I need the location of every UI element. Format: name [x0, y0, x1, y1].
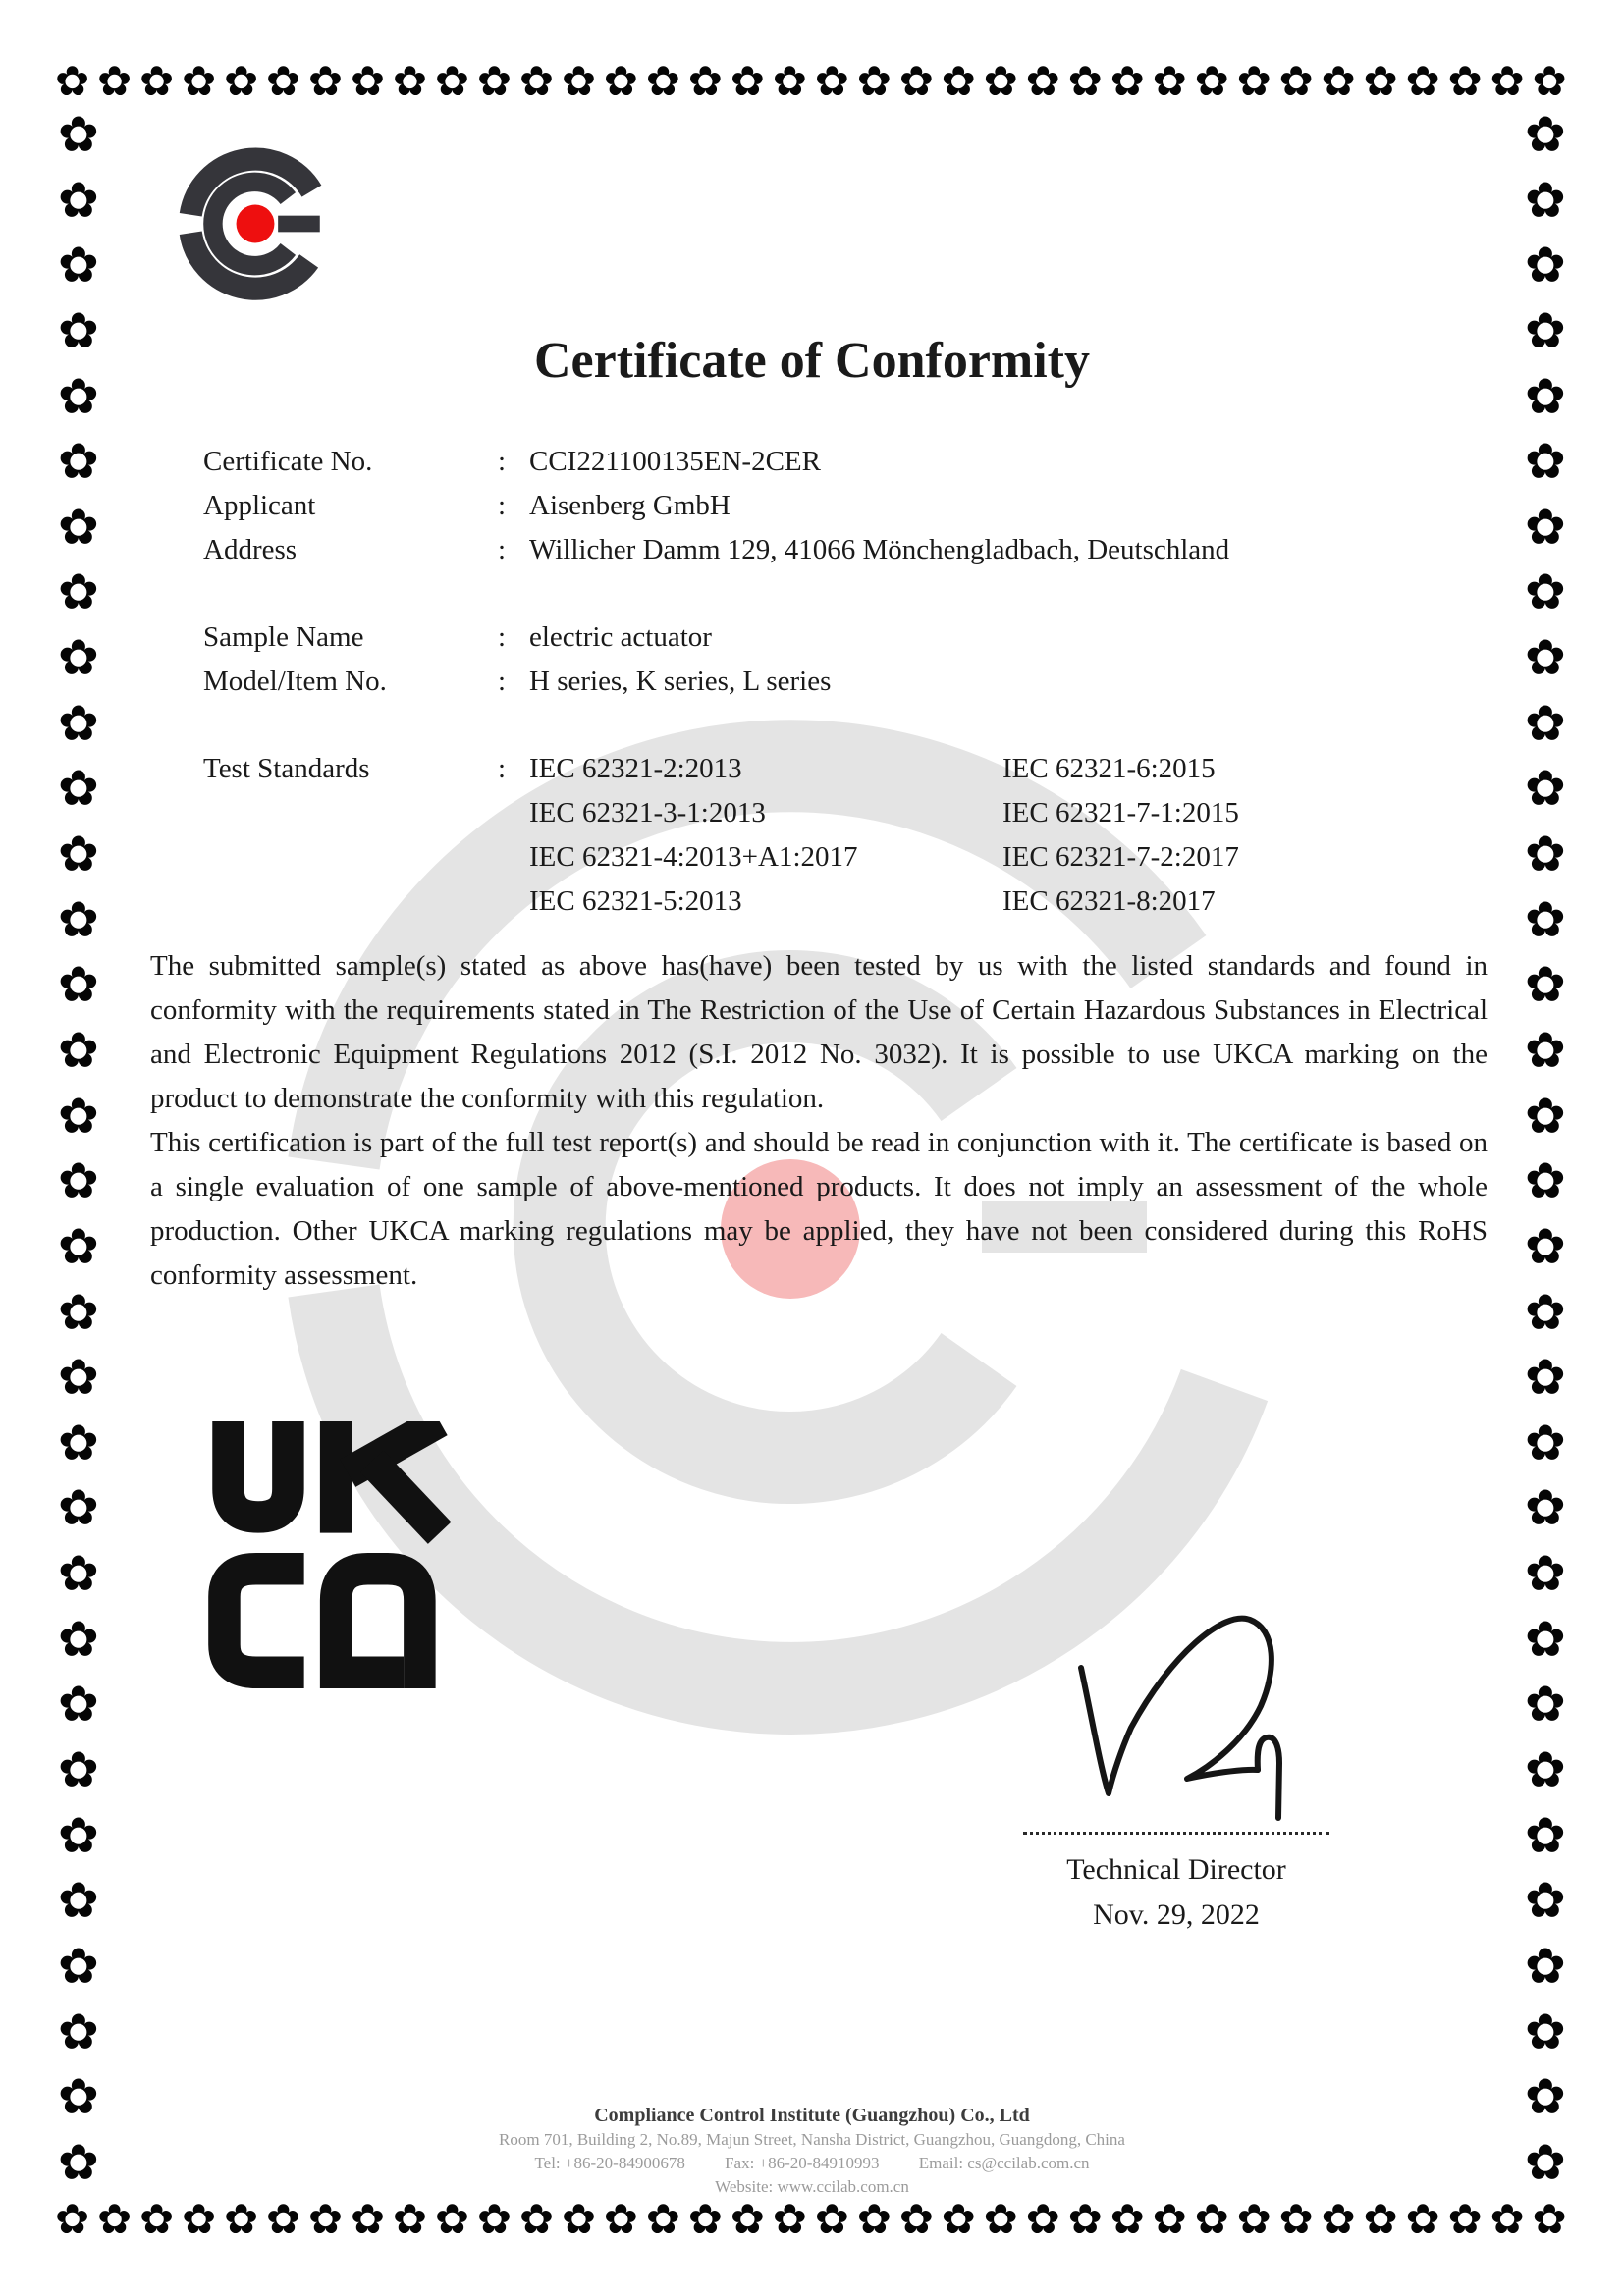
border-flower-motif: ✿	[1525, 1479, 1566, 1537]
border-flower-motif: ✿	[1525, 890, 1566, 948]
border-flower-motif: ✿	[58, 956, 99, 1014]
footer-email: Email: cs@ccilab.com.cn	[918, 2154, 1090, 2172]
border-flower-motif: ✿	[1363, 2195, 1398, 2243]
footer-address: Room 701, Building 2, No.89, Majun Street, Nansha District, Guangzhou, Guangdong, China	[499, 2130, 1125, 2149]
standard-item: IEC 62321-8:2017	[1002, 885, 1216, 917]
border-flower-motif: ✿	[58, 1021, 99, 1079]
field-label: Applicant	[203, 490, 316, 521]
border-flower-motif: ✿	[1525, 2133, 1566, 2191]
border-flower-motif: ✿	[1525, 498, 1566, 556]
border-flower-motif: ✿	[1525, 1545, 1566, 1603]
border-flower-motif: ✿	[1525, 367, 1566, 425]
signature-dotted-line	[1023, 1832, 1329, 1835]
border-flower-motif: ✿	[392, 2195, 428, 2243]
standard-item: IEC 62321-3-1:2013	[529, 797, 766, 828]
field-label: Certificate No.	[203, 446, 373, 477]
border-flower-motif: ✿	[603, 2195, 638, 2243]
border-flower-motif: ✿	[1525, 1152, 1566, 1210]
field-address	[203, 528, 1499, 572]
border-flower-motif: ✿	[58, 1217, 99, 1275]
border-flower-motif: ✿	[1525, 301, 1566, 359]
border-flower-motif: ✿	[58, 1283, 99, 1341]
signature-scribble	[1021, 1600, 1345, 1845]
border-flower-motif: ✿	[1525, 171, 1566, 229]
border-flower-motif: ✿	[58, 1872, 99, 1930]
border-flower-motif: ✿	[434, 2195, 470, 2243]
border-flower-motif: ✿	[58, 237, 99, 294]
border-flower-motif: ✿	[96, 57, 133, 105]
footer-website: Website: www.ccilab.com.cn	[715, 2177, 909, 2196]
spacer	[203, 704, 1499, 747]
border-flower-motif: ✿	[58, 2002, 99, 2060]
field-value: CCI221100135EN-2CER	[529, 446, 821, 477]
border-flower-motif: ✿	[1525, 1217, 1566, 1275]
border-flower-motif: ✿	[1525, 826, 1566, 883]
footer-contacts	[0, 2152, 1624, 2175]
border-flower-motif: ✿	[898, 2195, 934, 2243]
field-applicant	[203, 484, 1499, 528]
border-flower-motif: ✿	[138, 57, 175, 105]
cci-logo-icon	[169, 137, 342, 310]
signature-block	[994, 1847, 1359, 1938]
border-flower-motif: ✿	[1278, 57, 1314, 105]
border-flower-motif: ✿	[1525, 1349, 1566, 1407]
ukca-mark	[196, 1421, 460, 1688]
border-flower-motif: ✿	[58, 760, 99, 818]
field-value: electric actuator	[529, 621, 712, 653]
standard-item: IEC 62321-6:2015	[1002, 753, 1216, 784]
border-flower-motif: ✿	[687, 57, 723, 105]
footer-company-name: Compliance Control Institute (Guangzhou) Co., Ltd	[594, 2105, 1030, 2126]
border-flower-motif: ✿	[941, 2195, 976, 2243]
border-flower-motif: ✿	[58, 433, 99, 491]
border-flower-motif: ✿	[58, 1937, 99, 1995]
border-flower-motif: ✿	[983, 2195, 1018, 2243]
border-flower-motif: ✿	[1236, 57, 1272, 105]
signature-date: Nov. 29, 2022	[1093, 1898, 1260, 1931]
border-flower-motif: ✿	[58, 367, 99, 425]
border-flower-motif: ✿	[58, 826, 99, 883]
border-flower-motif: ✿	[58, 629, 99, 687]
border-flower-motif: ✿	[1447, 2195, 1483, 2243]
border-flower-motif: ✿	[730, 2195, 765, 2243]
certificate-title: Certificate of Conformity	[534, 333, 1090, 389]
border-flower-motif: ✿	[1110, 57, 1145, 105]
border-flower-motif: ✿	[58, 1414, 99, 1471]
border-flower-motif: ✿	[476, 2195, 513, 2243]
border-flower-motif: ✿	[58, 171, 99, 229]
border-flower-motif: ✿	[1025, 2195, 1060, 2243]
border-flower-motif: ✿	[1363, 57, 1398, 105]
border-flower-motif: ✿	[518, 2195, 555, 2243]
border-flower-motif: ✿	[561, 57, 597, 105]
border-flower-motif: ✿	[265, 2195, 301, 2243]
border-flower-motif: ✿	[941, 57, 976, 105]
border-flower-motif: ✿	[1321, 57, 1356, 105]
border-flower-motif: ✿	[1405, 57, 1440, 105]
border-flower-motif: ✿	[58, 890, 99, 948]
field-colon: :	[498, 666, 507, 697]
border-flower-motif: ✿	[223, 57, 259, 105]
border-flower-motif: ✿	[1525, 1283, 1566, 1341]
border-flower-motif: ✿	[58, 1806, 99, 1864]
border-flower-motif: ✿	[350, 57, 386, 105]
border-flower-motif: ✿	[645, 2195, 680, 2243]
border-flower-motif: ✿	[1194, 57, 1229, 105]
border-flower-motif: ✿	[1525, 1414, 1566, 1471]
border-flower-motif: ✿	[1489, 2195, 1525, 2243]
field-colon: :	[498, 621, 507, 653]
border-flower-motif: ✿	[58, 1545, 99, 1603]
border-flower-motif: ✿	[181, 2195, 217, 2243]
border-flower-motif: ✿	[1236, 2195, 1272, 2243]
border-flower-motif: ✿	[1525, 956, 1566, 1014]
border-flower-motif: ✿	[58, 694, 99, 752]
footer	[0, 2103, 1624, 2199]
field-value: Aisenberg GmbH	[529, 490, 731, 521]
border-flower-motif: ✿	[856, 57, 892, 105]
border-flower-motif: ✿	[55, 2195, 90, 2243]
border-flower-motif: ✿	[96, 2195, 133, 2243]
border-flower-motif: ✿	[1525, 1676, 1566, 1734]
border-flower-motif: ✿	[1278, 2195, 1314, 2243]
field-label: Model/Item No.	[203, 666, 387, 697]
body-paragraph-1: The submitted sample(s) stated as above has(have) been tested by us with the listed standards and found in conformity with the requirements stated in The Restriction of the Use of Certain Hazardous Substances in Electrical and Electronic Equipment Regulations 2012 (S.I. 2012 No. 3032). It is possible to use UKCA marking on the product to demonstrate the conformity with this regulation.	[150, 950, 1488, 1114]
border-flower-motif: ✿	[814, 57, 849, 105]
border-flower-motif: ✿	[1525, 1610, 1566, 1668]
test-standards-list	[529, 747, 1239, 924]
border-flower-motif: ✿	[58, 1087, 99, 1145]
spacer	[203, 572, 1499, 615]
field-sample-name	[203, 615, 1499, 660]
border-flower-motif: ✿	[58, 2133, 99, 2191]
border-flower-motif: ✿	[58, 563, 99, 621]
border-flower-motif: ✿	[645, 57, 680, 105]
field-label: Sample Name	[203, 621, 364, 653]
border-flower-motif: ✿	[1525, 563, 1566, 621]
certificate-fields	[203, 440, 1499, 924]
border-flower-motif: ✿	[1525, 629, 1566, 687]
standard-item: IEC 62321-2:2013	[529, 753, 742, 784]
border-flower-motif: ✿	[307, 57, 344, 105]
border-flower-motif: ✿	[350, 2195, 386, 2243]
border-flower-motif: ✿	[1025, 57, 1060, 105]
border-flower-motif: ✿	[58, 1479, 99, 1537]
border-flower-motif: ✿	[58, 1349, 99, 1407]
border-flower-motif: ✿	[1525, 694, 1566, 752]
border-flower-motif: ✿	[561, 2195, 597, 2243]
border-flower-motif: ✿	[1525, 2002, 1566, 2060]
footer-fax: Fax: +86-20-84910993	[725, 2154, 880, 2172]
standard-item: IEC 62321-7-1:2015	[1002, 797, 1239, 828]
border-flower-motif: ✿	[1321, 2195, 1356, 2243]
border-flower-motif: ✿	[1110, 2195, 1145, 2243]
certificate-body	[150, 944, 1488, 1298]
border-flower-motif: ✿	[58, 1610, 99, 1668]
border-flower-motif: ✿	[1525, 106, 1566, 163]
standard-item: IEC 62321-4:2013+A1:2017	[529, 841, 858, 873]
border-flower-motif: ✿	[518, 57, 555, 105]
border-flower-motif: ✿	[58, 2068, 99, 2126]
border-flower-motif: ✿	[55, 57, 90, 105]
border-flower-motif: ✿	[1525, 237, 1566, 294]
border-flower-motif: ✿	[1489, 57, 1525, 105]
border-flower-motif: ✿	[687, 2195, 723, 2243]
border-flower-motif: ✿	[1525, 1937, 1566, 1995]
field-value: H series, K series, L series	[529, 666, 832, 697]
border-flower-motif: ✿	[58, 106, 99, 163]
field-value: Willicher Damm 129, 41066 Mönchengladbach, Deutschland	[529, 534, 1230, 565]
border-flower-motif: ✿	[1525, 2068, 1566, 2126]
border-flower-motif: ✿	[58, 301, 99, 359]
border-flower-motif: ✿	[1525, 1021, 1566, 1079]
border-flower-motif: ✿	[1152, 2195, 1187, 2243]
border-flower-motif: ✿	[1447, 57, 1483, 105]
border-flower-motif: ✿	[1194, 2195, 1229, 2243]
standard-item: IEC 62321-7-2:2017	[1002, 841, 1239, 873]
border-flower-motif: ✿	[58, 1741, 99, 1799]
body-paragraph-2: This certification is part of the full test report(s) and should be read in conjunction with it. The certificate is based on a single evaluation of one sample of above-mentioned products. It does not imply an assessment of the whole production. Other UKCA marking regulations may be applied, they have not been considered during this RoHS conformity assessment.	[150, 1127, 1488, 1291]
border-flower-motif: ✿	[1525, 760, 1566, 818]
border-flower-motif: ✿	[730, 57, 765, 105]
border-flower-motif: ✿	[1525, 1741, 1566, 1799]
field-label: Test Standards	[203, 753, 370, 784]
border-flower-motif: ✿	[1152, 57, 1187, 105]
border-flower-motif: ✿	[983, 57, 1018, 105]
border-flower-motif: ✿	[772, 57, 807, 105]
signer-role: Technical Director	[1066, 1853, 1286, 1886]
border-flower-motif: ✿	[1532, 2195, 1567, 2243]
field-model-item-no	[203, 660, 1499, 704]
border-flower-motif: ✿	[1525, 1872, 1566, 1930]
border-flower-motif: ✿	[181, 57, 217, 105]
border-flower-motif: ✿	[1067, 2195, 1103, 2243]
border-flower-motif: ✿	[898, 57, 934, 105]
field-test-standards	[203, 747, 1499, 924]
border-flower-motif: ✿	[1532, 57, 1567, 105]
border-flower-motif: ✿	[856, 2195, 892, 2243]
field-colon: :	[498, 490, 507, 521]
border-flower-motif: ✿	[1525, 1087, 1566, 1145]
standard-item: IEC 62321-5:2013	[529, 885, 742, 917]
border-flower-motif: ✿	[434, 57, 470, 105]
field-colon: :	[498, 753, 507, 784]
border-flower-motif: ✿	[307, 2195, 344, 2243]
border-flower-motif: ✿	[223, 2195, 259, 2243]
border-flower-motif: ✿	[1405, 2195, 1440, 2243]
border-flower-motif: ✿	[58, 498, 99, 556]
border-flower-motif: ✿	[1525, 433, 1566, 491]
border-flower-motif: ✿	[265, 57, 301, 105]
field-label: Address	[203, 534, 298, 565]
field-colon: :	[498, 446, 507, 477]
border-flower-motif: ✿	[58, 1152, 99, 1210]
field-certificate-no	[203, 440, 1499, 484]
field-colon: :	[498, 534, 507, 565]
border-flower-motif: ✿	[476, 57, 513, 105]
border-flower-motif: ✿	[1067, 57, 1103, 105]
footer-tel: Tel: +86-20-84900678	[534, 2154, 685, 2172]
border-flower-motif: ✿	[392, 57, 428, 105]
border-flower-motif: ✿	[58, 1676, 99, 1734]
border-flower-motif: ✿	[1525, 1806, 1566, 1864]
border-flower-motif: ✿	[603, 57, 638, 105]
border-flower-motif: ✿	[138, 2195, 175, 2243]
border-flower-motif: ✿	[814, 2195, 849, 2243]
border-flower-motif: ✿	[772, 2195, 807, 2243]
